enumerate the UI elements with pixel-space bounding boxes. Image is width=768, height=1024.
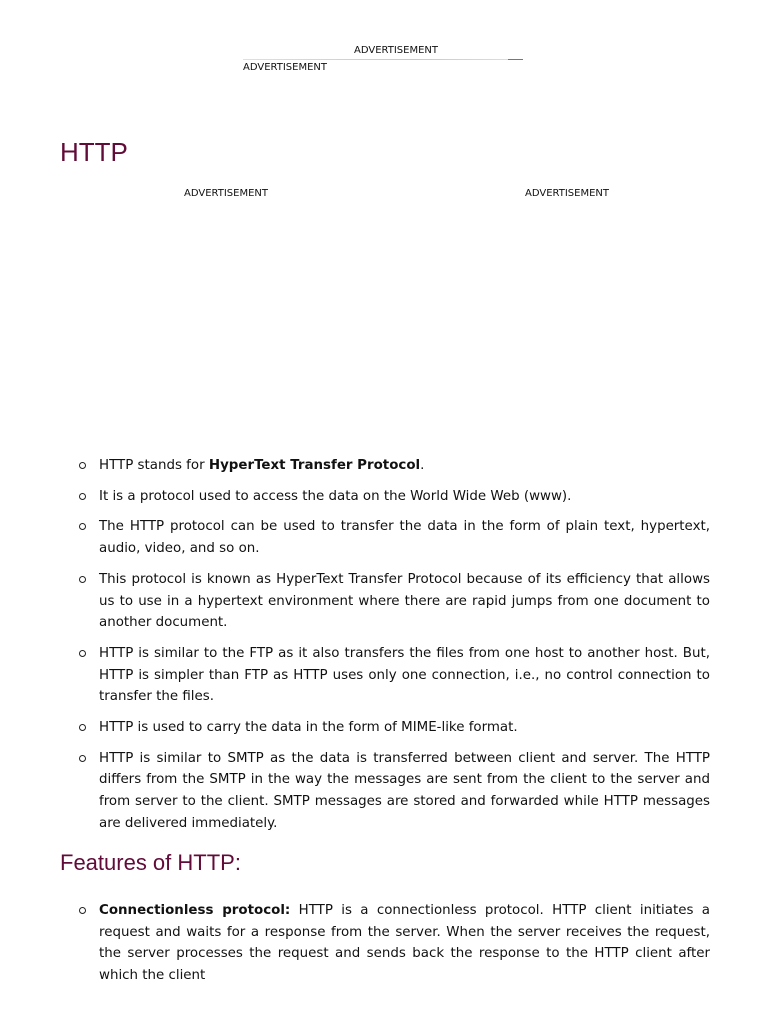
list-item-text: HTTP stands for bbox=[99, 458, 209, 473]
page-title: HTTP bbox=[60, 137, 128, 167]
ad-label-mid-left: ADVERTISEMENT bbox=[184, 188, 269, 199]
list-item-text: HTTP is used to carry the data in the form of MIME-like format. bbox=[99, 720, 518, 736]
list-item bbox=[78, 569, 710, 634]
section-title-features: Features of HTTP: bbox=[60, 850, 241, 875]
list-item-bold-text: HyperText Transfer Protocol bbox=[208, 458, 421, 473]
features-list bbox=[78, 900, 710, 996]
intro-list bbox=[78, 455, 710, 844]
list-item-text: HTTP is a connectionless protocol. HTTP client initiates a request and waits for a response from the server. When the server receives the request, the server processes the request and sends back the response to the HTTP client after which the client bbox=[99, 903, 710, 984]
list-item-text: . bbox=[420, 458, 425, 473]
list-item-text: HTTP is similar to SMTP as the data is transferred between client and server. The HTTP differs from the SMTP in the way the messages are sent from the client to the server and from server to the client. SMTP messages are stored and forwarded while HTTP messages are delivered immediately. bbox=[99, 750, 710, 831]
list-item bbox=[78, 748, 710, 835]
list-item-text: This protocol is known as HyperText Transfer Protocol because of its efficiency that allows us to use in a hypertext environment where there are rapid jumps from one document to another document. bbox=[99, 571, 710, 631]
list-item bbox=[78, 455, 710, 477]
list-item bbox=[78, 643, 710, 708]
list-item-bold-text: Connectionless protocol: bbox=[99, 903, 291, 918]
list-item bbox=[78, 717, 710, 739]
list-item-text: It is a protocol used to access the data on the World Wide Web (www). bbox=[99, 488, 572, 504]
ad-label-mid-right: ADVERTISEMENT bbox=[525, 188, 610, 199]
ad-divider bbox=[243, 59, 523, 60]
ad-divider-accent bbox=[508, 59, 523, 60]
list-item bbox=[78, 900, 710, 987]
ad-label-top-left: ADVERTISEMENT bbox=[243, 62, 328, 73]
list-item bbox=[78, 516, 710, 559]
list-item-text: HTTP is similar to the FTP as it also transfers the files from one host to another host. But, HTTP is simpler than FTP as HTTP uses only one connection, i.e., no control connection to transfer the files. bbox=[99, 645, 710, 705]
list-item bbox=[78, 486, 710, 508]
ad-label-top-center: ADVERTISEMENT bbox=[354, 45, 439, 56]
list-item-text: The HTTP protocol can be used to transfer the data in the form of plain text, hypertext, audio, video, and so on. bbox=[99, 519, 710, 557]
